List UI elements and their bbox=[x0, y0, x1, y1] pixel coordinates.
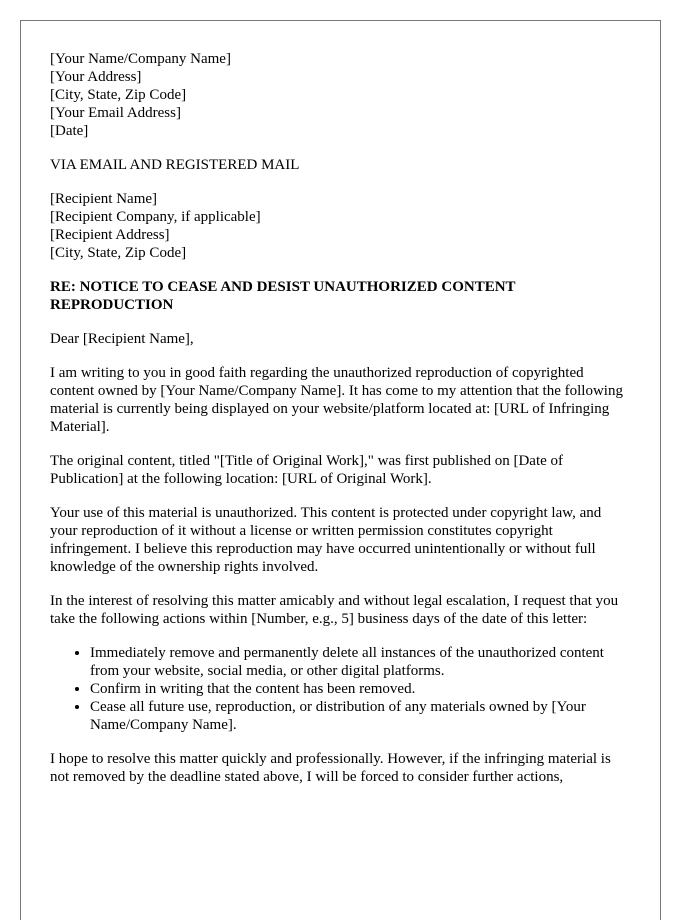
action-item: • Cease all future use, reproduction, or distribution of any materials owned by [Your Name/Company Name]. bbox=[90, 698, 630, 734]
body-paragraph: Your use of this material is unauthorized. This content is protected under copyright law, and your reproduction of it without a license or written permission constitutes copyright infringement. I believe this reproduction may have occurred unintentionally or without full knowledge of the ownership rights involved. bbox=[50, 505, 602, 575]
recipient-address: [Recipient Address] bbox=[50, 227, 170, 243]
recipient-city-state-zip: [City, State, Zip Code] bbox=[50, 245, 187, 261]
salutation: Dear [Recipient Name], bbox=[50, 331, 194, 347]
closing-paragraph: I hope to resolve this matter quickly and professionally. However, if the infringing material is not removed by the deadline stated above, I will be forced to consider further actions, bbox=[50, 751, 611, 785]
sender-address: [Your Address] bbox=[50, 69, 142, 85]
letter-content bbox=[50, 50, 630, 802]
action-item: • Immediately remove and permanently delete all instances of the unauthorized content from your website, social media, or other digital platforms. bbox=[90, 644, 630, 680]
sender-email: [Your Email Address] bbox=[50, 105, 181, 121]
action-item: • Confirm in writing that the content has been removed. bbox=[90, 680, 630, 698]
delivery-method: VIA EMAIL AND REGISTERED MAIL bbox=[50, 157, 300, 173]
letter-page bbox=[20, 20, 661, 920]
letter-date: [Date] bbox=[50, 123, 89, 139]
recipient-name: [Recipient Name] bbox=[50, 191, 158, 207]
recipient-company: [Recipient Company, if applicable] bbox=[50, 209, 261, 225]
sender-city-state-zip: [City, State, Zip Code] bbox=[50, 87, 187, 103]
sender-name: [Your Name/Company Name] bbox=[50, 51, 231, 67]
page-cutoff bbox=[21, 807, 660, 920]
sender-block bbox=[50, 50, 630, 140]
action-list bbox=[50, 644, 630, 734]
body-paragraph: I am writing to you in good faith regarding the unauthorized reproduction of copyrighted content owned by [Your Name/Company Name]. It has come to my attention that the following material is currently being displayed on your website/platform located at: [URL of Infringing Material]. bbox=[50, 365, 623, 435]
body-paragraph: In the interest of resolving this matter amicably and without legal escalation, I request that you take the following actions within [Number, e.g., 5] business days of the date of this letter: bbox=[50, 593, 619, 627]
body-paragraph: The original content, titled "[Title of Original Work]," was first published on [Date of Publication] at the following location: [URL of Original Work]. bbox=[50, 453, 564, 487]
recipient-block bbox=[50, 190, 630, 262]
subject-line: RE: NOTICE TO CEASE AND DESIST UNAUTHORIZED CONTENT REPRODUCTION bbox=[50, 279, 516, 313]
